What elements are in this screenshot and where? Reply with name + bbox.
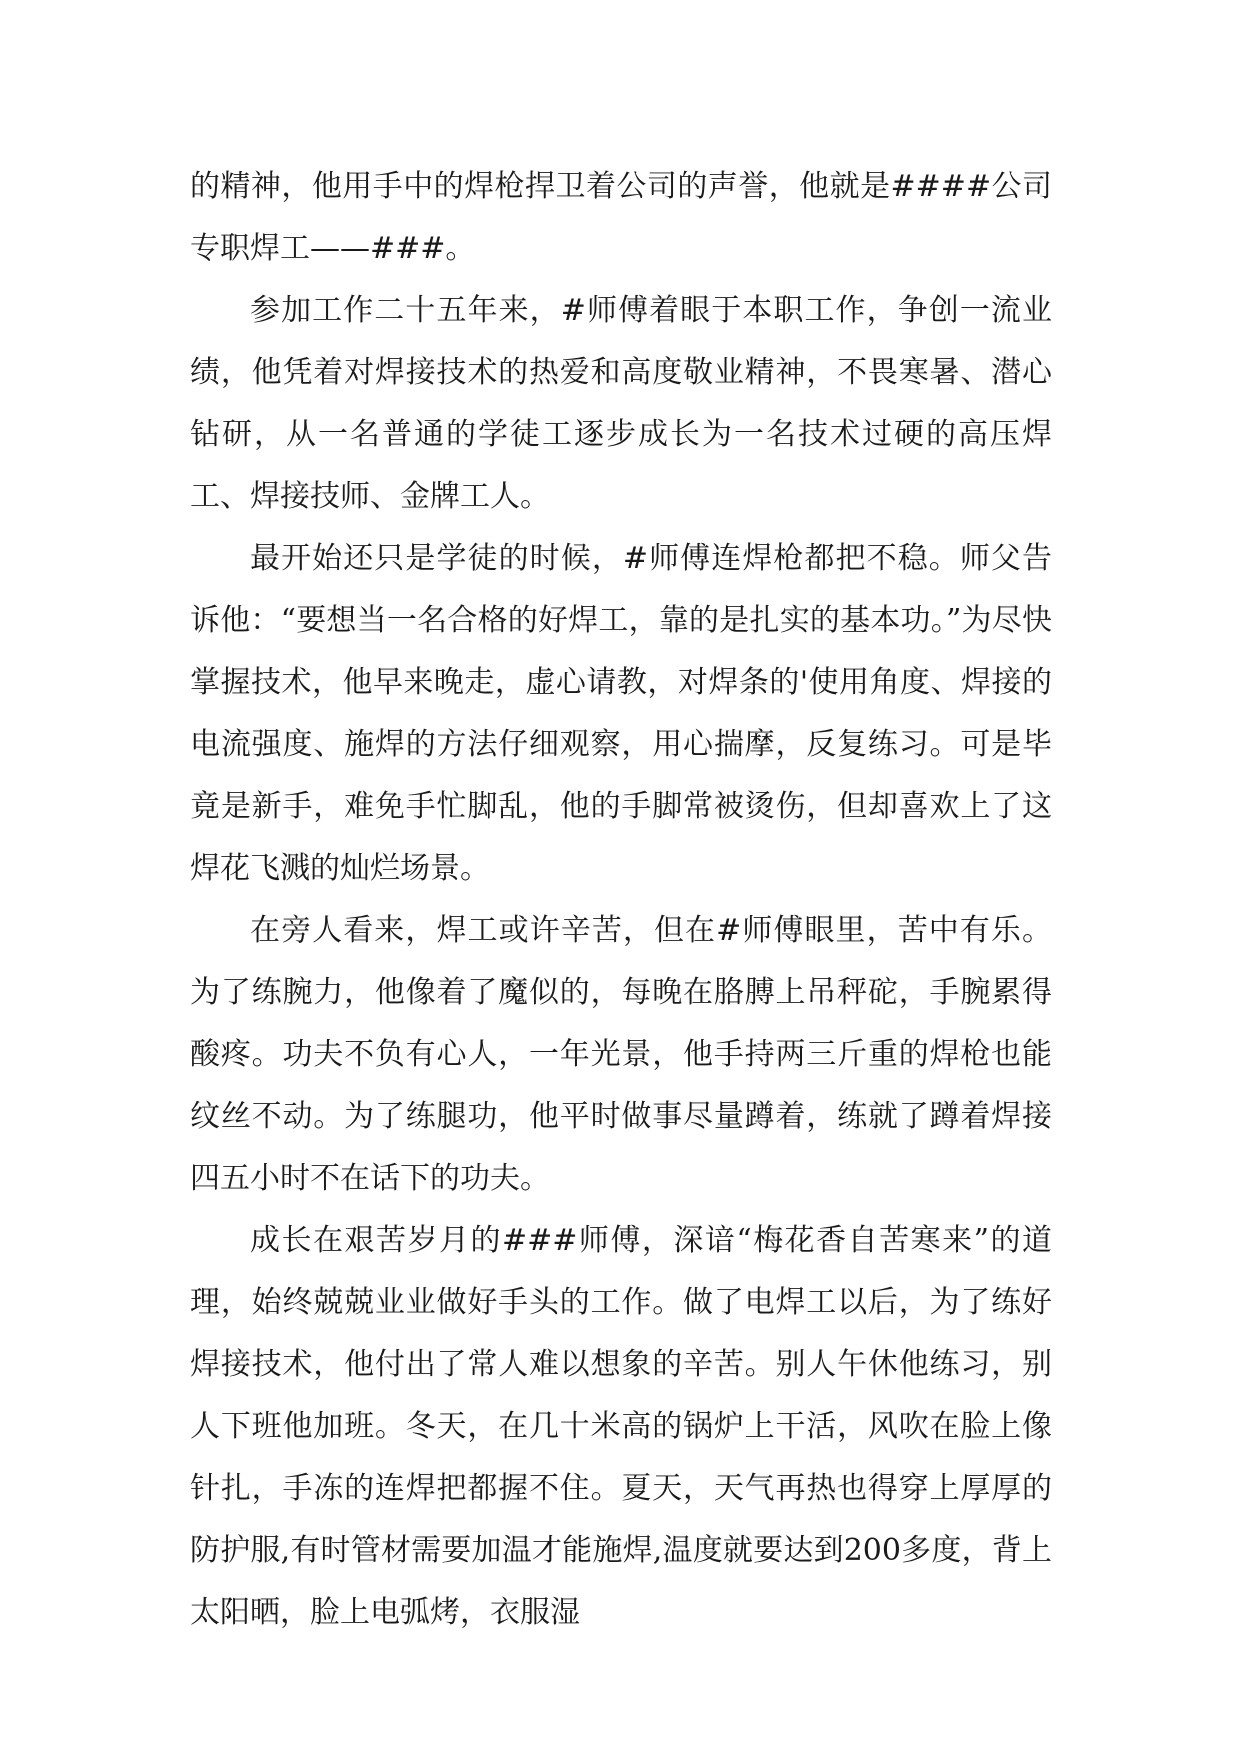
paragraph-career: 参加工作二十五年来，#师傅着眼于本职工作，争创一流业绩，他凭着对焊接技术的热爱和高度敬业精神，不畏寒暑、潜心钻研，从一名普通的学徒工逐步成长为一名技术过硬的高压焊工、焊接技师、金牌工人。 xyxy=(190,293,1052,514)
paragraph-continued: 的精神，他用手中的焊枪捍卫着公司的声誉，他就是####公司专职焊工——###。 xyxy=(190,169,1052,266)
document-body xyxy=(190,156,1052,1644)
paragraph-apprentice: 最开始还只是学徒的时候，#师傅连焊枪都把不稳。师父告诉他：“要想当一名合格的好焊工，靠的是扎实的基本功。”为尽快掌握技术，他早来晚走，虚心请教，对焊条的'使用角度、焊接的电流强度、施焊的方法仔细观察，用心揣摩，反复练习。可是毕竟是新手，难免手忙脚乱，他的手脚常被烫伤，但却喜欢上了这焊花飞溅的灿烂场景。 xyxy=(190,541,1052,886)
paragraph-training: 在旁人看来，焊工或许辛苦，但在#师傅眼里，苦中有乐。为了练腕力，他像着了魔似的，每晚在胳膊上吊秤砣，手腕累得酸疼。功夫不负有心人，一年光景，他手持两三斤重的焊枪也能纹丝不动。为了练腿功，他平时做事尽量蹲着，练就了蹲着焊接四五小时不在话下的功夫。 xyxy=(190,913,1052,1196)
paragraph-hardship: 成长在艰苦岁月的###师傅，深谙“梅花香自苦寒来”的道理，始终兢兢业业做好手头的工作。做了电焊工以后，为了练好焊接技术，他付出了常人难以想象的辛苦。别人午休他练习，别人下班他加班。冬天，在几十米高的锅炉上干活，风吹在脸上像针扎，手冻的连焊把都握不住。夏天，天气再热也得穿上厚厚的防护服,有时管材需要加温才能施焊,温度就要达到200多度，背上太阳晒，脸上电弧烤，衣服湿 xyxy=(190,1223,1052,1630)
